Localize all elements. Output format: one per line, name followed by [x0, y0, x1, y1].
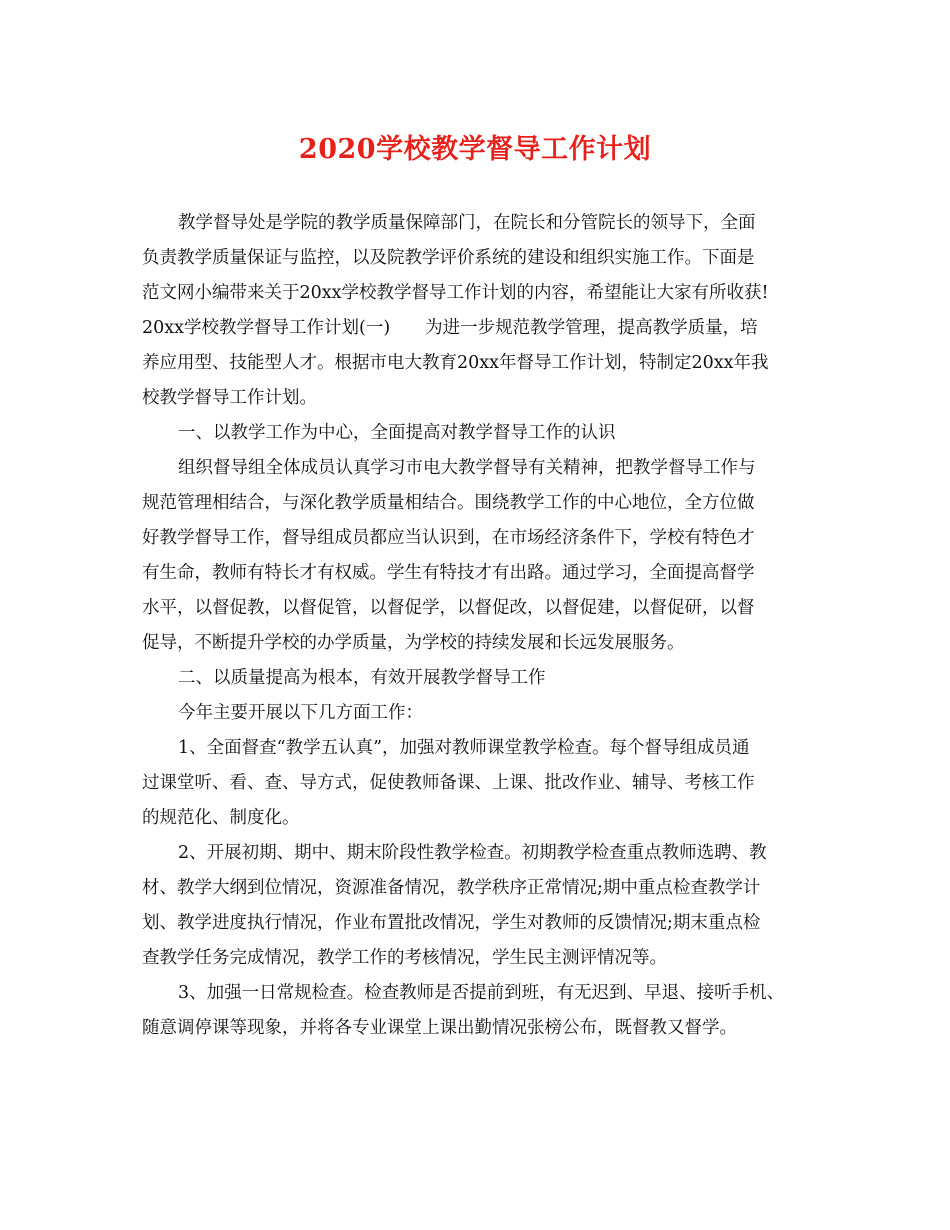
paragraph-line: 的规范化、制度化。: [142, 808, 300, 828]
paragraph: [142, 696, 818, 731]
paragraph-line: 教学督导处是学院的教学质量保障部门，在院长和分管院长的领导下，全面: [178, 213, 756, 233]
paragraph-line: 养应用型、技能型人才。根据市电大教育20xx年督导工作计划，特制定20xx年我: [142, 353, 769, 373]
paragraph-line: 划、教学进度执行情况，作业布置批改情况，学生对教师的反馈情况;期末重点检: [142, 913, 761, 933]
paragraph-line: 组织督导组全体成员认真学习市电大教学督导有关精神，把教学督导工作与: [178, 458, 756, 478]
paragraph-line: 校教学督导工作计划。: [142, 388, 317, 408]
paragraph-line: 3、加强一日常规检查。检查教师是否提前到班，有无迟到、早退、接听手机、: [178, 983, 785, 1003]
paragraph-line: 过课堂听、看、查、导方式，促使教师备课、上课、批改作业、辅导、考核工作: [142, 773, 755, 793]
paragraph-line: 范文网小编带来关于20xx学校教学督导工作计划的内容，希望能让大家有所收获!: [142, 283, 769, 303]
paragraph-line: 一、以教学工作为中心，全面提高对教学督导工作的认识: [178, 423, 616, 443]
paragraph: [142, 206, 818, 416]
paragraph-line: 二、以质量提高为根本，有效开展教学督导工作: [178, 668, 546, 688]
paragraph-line: 规范管理相结合，与深化教学质量相结合。围绕教学工作的中心地位，全方位做: [142, 493, 755, 513]
paragraph: [142, 661, 818, 696]
paragraph-line: 1、全面督查“教学五认真”，加强对教师课堂教学检查。每个督导组成员通: [178, 738, 750, 758]
document-title: 2020学校教学督导工作计划: [298, 134, 652, 165]
paragraph-line: 今年主要开展以下几方面工作：: [178, 703, 423, 723]
document-body: [142, 206, 818, 1046]
paragraph-line: 材、教学大纲到位情况，资源准备情况，教学秩序正常情况;期中重点检查教学计: [142, 878, 761, 898]
paragraph-line: 促导，不断提升学校的办学质量，为学校的持续发展和长远发展服务。: [142, 633, 685, 653]
paragraph-line: 好教学督导工作，督导组成员都应当认识到，在市场经济条件下，学校有特色才: [142, 528, 755, 548]
paragraph: [142, 416, 818, 451]
paragraph-line: 2、开展初期、期中、期末阶段性教学检查。初期教学检查重点教师选聘、教: [178, 843, 767, 863]
paragraph: [142, 976, 818, 1046]
paragraph-line: 20xx学校教学督导工作计划(一) 为进一步规范教学管理，提高教学质量，培: [142, 318, 758, 338]
paragraph-line: 随意调停课等现象，并将各专业课堂上课出勤情况张榜公布，既督教又督学。: [142, 1018, 737, 1038]
paragraph: [142, 836, 818, 976]
paragraph: [142, 451, 818, 661]
paragraph-line: 水平，以督促教，以督促管，以督促学，以督促改，以督促建，以督促研，以督: [142, 598, 755, 618]
paragraph: [142, 731, 818, 836]
paragraph-line: 有生命，教师有特长才有权威。学生有特技才有出路。通过学习，全面提高督学: [142, 563, 755, 583]
paragraph-line: 负责教学质量保证与监控，以及院教学评价系统的建设和组织实施工作。下面是: [142, 248, 755, 268]
paragraph-line: 查教学任务完成情况，教学工作的考核情况，学生民主测评情况等。: [142, 948, 667, 968]
